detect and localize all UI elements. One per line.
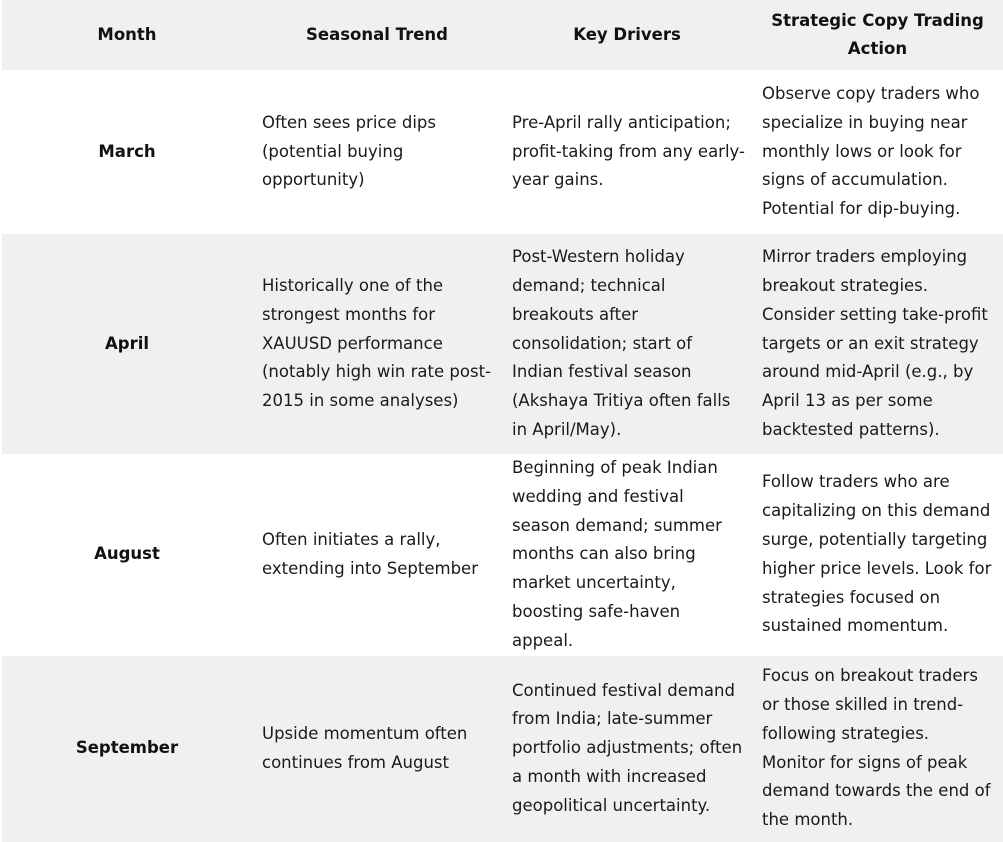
drivers-cell: Post-Western holiday demand; technical breakouts after consolidation; start of Indian festival season (Akshaya Tritiya often falls in April/May). bbox=[502, 234, 752, 454]
seasonal-gold-table bbox=[2, 0, 1003, 842]
header-strategic-action: Strategic Copy Trading Action bbox=[752, 0, 1003, 70]
trend-cell: Often sees price dips (potential buying opportunity) bbox=[252, 70, 502, 234]
drivers-cell: Beginning of peak Indian wedding and festival season demand; summer months can also bring market uncertainty, boosting safe-haven appeal. bbox=[502, 454, 752, 656]
header-key-drivers: Key Drivers bbox=[502, 0, 752, 70]
action-cell: Focus on breakout traders or those skilled in trend-following strategies. Monitor for signs of peak demand towards the end of the month. bbox=[752, 656, 1003, 842]
table-row bbox=[2, 656, 1003, 842]
trend-cell: Often initiates a rally, extending into September bbox=[252, 454, 502, 656]
table-header-row bbox=[2, 0, 1003, 70]
drivers-cell: Pre-April rally anticipation; profit-taking from any early-year gains. bbox=[502, 70, 752, 234]
month-cell: September bbox=[2, 656, 252, 842]
header-seasonal-trend: Seasonal Trend bbox=[252, 0, 502, 70]
month-cell: April bbox=[2, 234, 252, 454]
table-row bbox=[2, 234, 1003, 454]
action-cell: Observe copy traders who specialize in buying near monthly lows or look for signs of accumulation. Potential for dip-buying. bbox=[752, 70, 1003, 234]
trend-cell: Upside momentum often continues from August bbox=[252, 656, 502, 842]
month-cell: March bbox=[2, 70, 252, 234]
drivers-cell: Continued festival demand from India; late-summer portfolio adjustments; often a month with increased geopolitical uncertainty. bbox=[502, 656, 752, 842]
table-row bbox=[2, 454, 1003, 656]
action-cell: Follow traders who are capitalizing on this demand surge, potentially targeting higher price levels. Look for strategies focused on sustained momentum. bbox=[752, 454, 1003, 656]
header-month: Month bbox=[2, 0, 252, 70]
trend-cell: Historically one of the strongest months for XAUUSD performance (notably high win rate post-2015 in some analyses) bbox=[252, 234, 502, 454]
action-cell: Mirror traders employing breakout strategies. Consider setting take-profit targets or an exit strategy around mid-April (e.g., by April 13 as per some backtested patterns). bbox=[752, 234, 1003, 454]
month-cell: August bbox=[2, 454, 252, 656]
table-row bbox=[2, 70, 1003, 234]
